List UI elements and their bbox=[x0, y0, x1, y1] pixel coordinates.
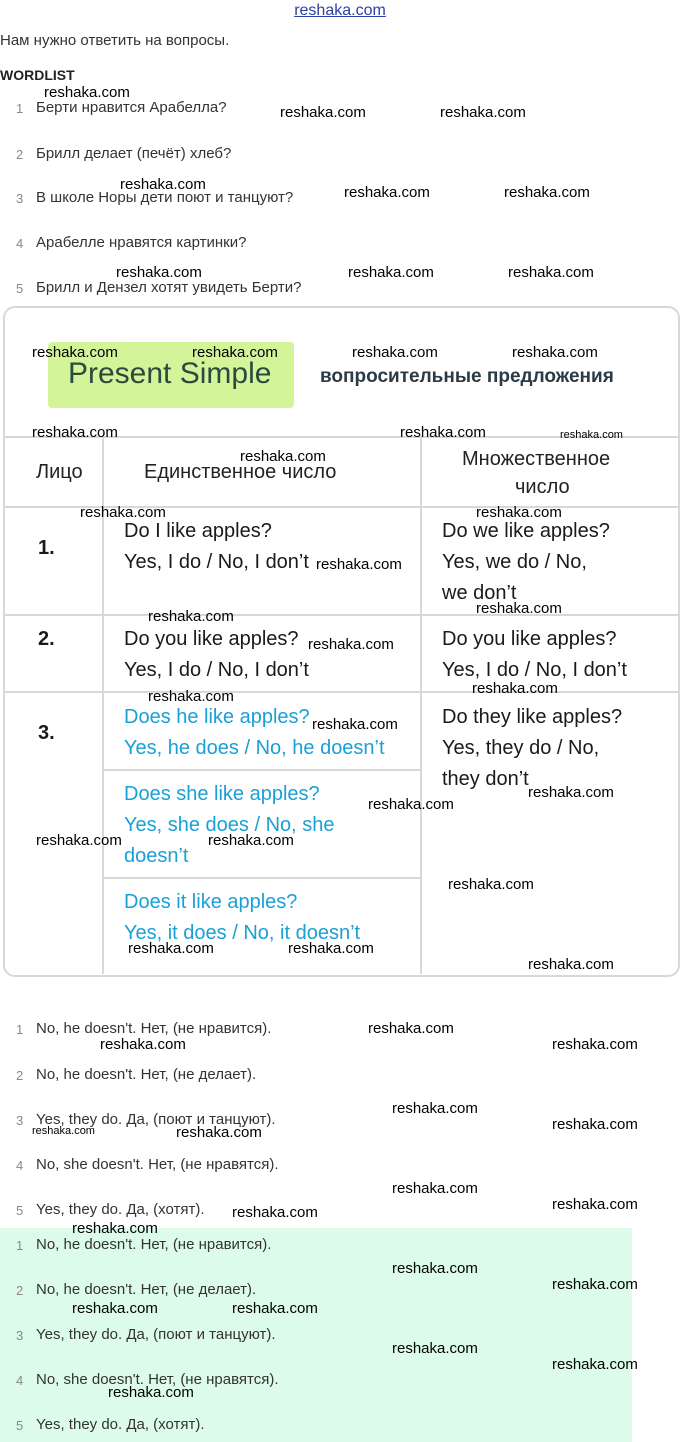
question-number: 3 bbox=[16, 191, 24, 206]
cell-line: Does he like apples? bbox=[124, 706, 310, 728]
watermark: reshaka.com bbox=[528, 784, 614, 801]
watermark: reshaka.com bbox=[552, 1036, 638, 1053]
answer-number: 3 bbox=[16, 1113, 24, 1128]
watermark: reshaka.com bbox=[312, 716, 398, 733]
watermark: reshaka.com bbox=[352, 344, 438, 361]
watermark: reshaka.com bbox=[240, 448, 326, 465]
answer-number: 1 bbox=[16, 1238, 24, 1253]
intro-text: Нам нужно ответить на вопросы. bbox=[0, 32, 230, 49]
header-plural: число bbox=[515, 476, 570, 498]
cell-line: we don’t bbox=[442, 582, 517, 604]
watermark: reshaka.com bbox=[368, 1020, 454, 1037]
grammar-title: Present Simple bbox=[68, 357, 272, 390]
header-singular: Единственное число bbox=[144, 461, 337, 483]
cell-line: Do you like apples? bbox=[442, 628, 617, 650]
watermark: reshaka.com bbox=[208, 832, 294, 849]
watermark: reshaka.com bbox=[280, 104, 366, 121]
question-text: Брилл и Дензел хотят увидеть Берти? bbox=[36, 279, 302, 296]
watermark: reshaka.com bbox=[392, 1260, 478, 1277]
watermark: reshaka.com bbox=[560, 429, 623, 441]
cell-line: Yes, he does / No, he doesn’t bbox=[124, 737, 385, 759]
cell-line: Yes, they do / No, bbox=[442, 737, 600, 759]
watermark: reshaka.com bbox=[44, 84, 130, 101]
answer-text: Yes, they do. Да, (хотят). bbox=[36, 1416, 205, 1433]
watermark: reshaka.com bbox=[148, 688, 234, 705]
answer-number: 1 bbox=[16, 1022, 24, 1037]
table-cell bbox=[442, 702, 622, 795]
question-number: 4 bbox=[16, 236, 24, 251]
watermark: reshaka.com bbox=[108, 1384, 194, 1401]
cell-line: they don’t bbox=[442, 768, 529, 790]
answer-number: 2 bbox=[16, 1283, 24, 1298]
cell-line: Yes, I do / No, I don’t bbox=[442, 659, 627, 681]
cell-line: Yes, we do / No, bbox=[442, 551, 587, 573]
answer-text: No, he doesn't. Нет, (не нравится). bbox=[36, 1236, 272, 1253]
watermark: reshaka.com bbox=[528, 956, 614, 973]
cell-line: Does she like apples? bbox=[124, 783, 320, 805]
table-cell bbox=[124, 624, 309, 686]
cell-line: Yes, she does / No, she bbox=[124, 814, 335, 836]
watermark: reshaka.com bbox=[508, 264, 594, 281]
cell-line: Do you like apples? bbox=[124, 628, 299, 650]
watermark: reshaka.com bbox=[80, 504, 166, 521]
watermark: reshaka.com bbox=[120, 176, 206, 193]
answer-number: 5 bbox=[16, 1203, 24, 1218]
cell-line: Yes, it does / No, it doesn’t bbox=[124, 922, 361, 944]
watermark: reshaka.com bbox=[316, 556, 402, 573]
cell-line: Yes, I do / No, I don’t bbox=[124, 551, 309, 573]
table-divider bbox=[420, 436, 422, 974]
answer-number: 3 bbox=[16, 1328, 24, 1343]
question-text: Берти нравится Арабелла? bbox=[36, 99, 227, 116]
answer-text: Yes, they do. Да, (хотят). bbox=[36, 1201, 205, 1218]
watermark: reshaka.com bbox=[288, 940, 374, 957]
question-text: Брилл делает (печёт) хлеб? bbox=[36, 145, 232, 162]
watermark: reshaka.com bbox=[552, 1116, 638, 1133]
answer-text: Yes, they do. Да, (поют и танцуют). bbox=[36, 1111, 276, 1128]
question-number: 2 bbox=[16, 147, 24, 162]
watermark: reshaka.com bbox=[512, 344, 598, 361]
wordlist-heading: WORDLIST bbox=[0, 67, 75, 83]
watermark: reshaka.com bbox=[36, 832, 122, 849]
watermark: reshaka.com bbox=[128, 940, 214, 957]
question-number: 5 bbox=[16, 281, 24, 296]
watermark: reshaka.com bbox=[476, 600, 562, 617]
watermark: reshaka.com bbox=[100, 1036, 186, 1053]
watermark: reshaka.com bbox=[308, 636, 394, 653]
table-divider bbox=[104, 877, 422, 879]
answer-text: No, he doesn't. Нет, (не делает). bbox=[36, 1066, 257, 1083]
watermark: reshaka.com bbox=[392, 1340, 478, 1357]
watermark: reshaka.com bbox=[148, 608, 234, 625]
answer-number: 2 bbox=[16, 1068, 24, 1083]
person-label: 1. bbox=[38, 537, 55, 559]
watermark: reshaka.com bbox=[440, 104, 526, 121]
top-watermark-link[interactable]: reshaka.com bbox=[294, 2, 386, 19]
grammar-subtitle: вопросительные предложения bbox=[320, 366, 614, 387]
person-label: 2. bbox=[38, 628, 55, 650]
cell-line: doesn’t bbox=[124, 845, 189, 867]
answer-text: Yes, they do. Да, (поют и танцуют). bbox=[36, 1326, 276, 1343]
cell-line: Does it like apples? bbox=[124, 891, 298, 913]
watermark: reshaka.com bbox=[344, 184, 430, 201]
person-label: 3. bbox=[38, 722, 55, 744]
watermark: reshaka.com bbox=[348, 264, 434, 281]
table-divider bbox=[3, 614, 678, 616]
watermark: reshaka.com bbox=[72, 1220, 158, 1237]
table-cell bbox=[124, 702, 385, 764]
watermark: reshaka.com bbox=[392, 1180, 478, 1197]
watermark: reshaka.com bbox=[72, 1300, 158, 1317]
answer-text: No, he doesn't. Нет, (не делает). bbox=[36, 1281, 257, 1298]
answer-number: 4 bbox=[16, 1373, 24, 1388]
header-plural: Множественное bbox=[462, 448, 611, 470]
watermark: reshaka.com bbox=[368, 796, 454, 813]
answer-text: No, he doesn't. Нет, (не нравится). bbox=[36, 1020, 272, 1037]
watermark: reshaka.com bbox=[504, 184, 590, 201]
answer-text: No, she doesn't. Нет, (не нравятся). bbox=[36, 1156, 279, 1173]
watermark: reshaka.com bbox=[232, 1300, 318, 1317]
table-cell bbox=[442, 624, 627, 686]
watermark: reshaka.com bbox=[552, 1356, 638, 1373]
question-text: Арабелле нравятся картинки? bbox=[36, 234, 247, 251]
answer-text: No, she doesn't. Нет, (не нравятся). bbox=[36, 1371, 279, 1388]
table-cell bbox=[124, 779, 335, 872]
answer-number: 5 bbox=[16, 1418, 24, 1433]
watermark: reshaka.com bbox=[400, 424, 486, 441]
watermark: reshaka.com bbox=[232, 1204, 318, 1221]
watermark: reshaka.com bbox=[32, 424, 118, 441]
watermark: reshaka.com bbox=[472, 680, 558, 697]
table-divider bbox=[104, 769, 422, 771]
watermark: reshaka.com bbox=[32, 344, 118, 361]
table-cell bbox=[442, 516, 610, 609]
watermark: reshaka.com bbox=[448, 876, 534, 893]
watermark: reshaka.com bbox=[552, 1276, 638, 1293]
header-person: Лицо bbox=[36, 461, 83, 483]
watermark: reshaka.com bbox=[32, 1125, 95, 1137]
watermark: reshaka.com bbox=[392, 1100, 478, 1117]
watermark: reshaka.com bbox=[476, 504, 562, 521]
watermark: reshaka.com bbox=[176, 1124, 262, 1141]
table-divider bbox=[3, 691, 678, 693]
cell-line: Do they like apples? bbox=[442, 706, 623, 728]
answer-number: 4 bbox=[16, 1158, 24, 1173]
table-cell bbox=[124, 516, 309, 578]
cell-line: Do we like apples? bbox=[442, 520, 610, 542]
cell-line: Yes, I do / No, I don’t bbox=[124, 659, 309, 681]
question-number: 1 bbox=[16, 101, 24, 116]
question-text: В школе Норы дети поют и танцуют? bbox=[36, 189, 294, 206]
watermark: reshaka.com bbox=[552, 1196, 638, 1213]
watermark: reshaka.com bbox=[116, 264, 202, 281]
watermark: reshaka.com bbox=[192, 344, 278, 361]
cell-line: Do I like apples? bbox=[124, 520, 272, 542]
